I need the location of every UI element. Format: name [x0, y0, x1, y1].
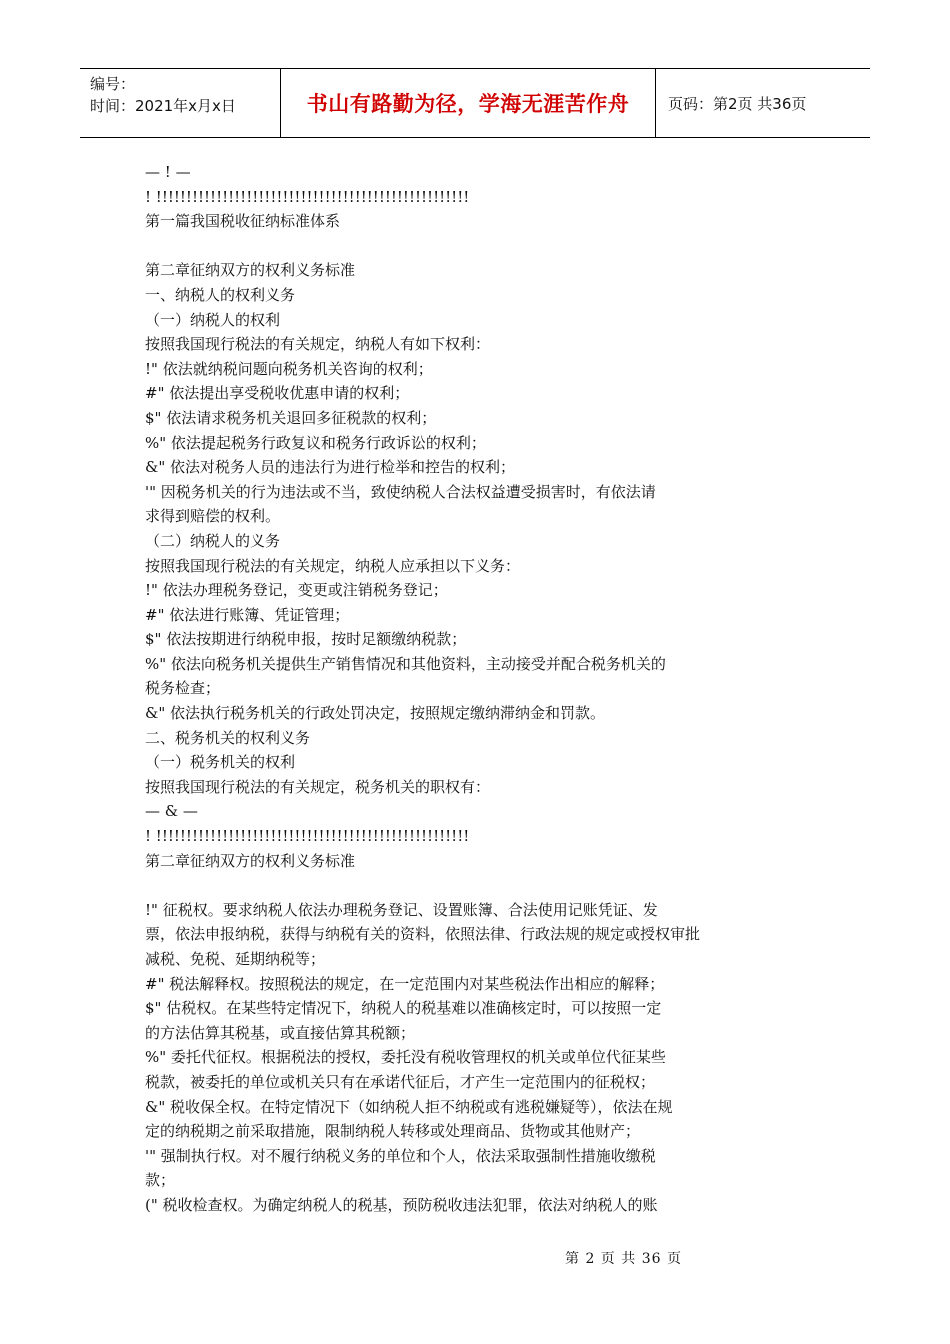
text-line: 定的纳税期之前采取措施，限制纳税人转移或处理商品、货物或其他财产；: [145, 1122, 641, 1141]
text-line: 税款，被委托的单位或机关只有在承诺代征后，才产生一定范围内的征税权；: [145, 1072, 656, 1091]
text-line: ! !!!!!!!!!!!!!!!!!!!!!!!!!!!!!!!!!!!!!!!!!!!!!!!!!!!!: [145, 187, 470, 206]
text-line: &" 依法对税务人员的违法行为进行检举和控告的权利；: [145, 458, 516, 477]
doc-number-label: 编号：: [90, 75, 136, 93]
text-line: 减税、免税、延期纳税等；: [145, 950, 326, 968]
date-text: 时间：2021年x月x日: [90, 97, 236, 115]
header-motto: 书山有路勤为径，学海无涯苦作舟: [306, 92, 630, 116]
text-line: （一）税务机关的权利: [145, 753, 296, 772]
text-line: 的方法估算其税基，或直接估算其税额；: [145, 1023, 416, 1042]
text-line: 按照我国现行税法的有关规定，纳税人有如下权利：: [145, 335, 491, 354]
page-header: [80, 68, 870, 138]
text-line: #" 税法解释权。按照税法的规定，在一定范围内对某些税法作出相应的解释；: [145, 974, 665, 993]
text-line: !" 征税权。要求纳税人依法办理税务登记、设置账簿、合法使用记账凭证、发: [145, 900, 658, 919]
text-line: #" 依法进行账簿、凭证管理；: [145, 605, 350, 624]
text-line: 款；: [145, 1171, 176, 1190]
text-line: %" 依法向税务机关提供生产销售情况和其他资料，主动接受并配合税务机关的: [145, 654, 666, 673]
text-line: 一、纳税人的权利义务: [145, 285, 296, 304]
text-line: &" 依法执行税务机关的行政处罚决定，按照规定缴纳滞纳金和罚款。: [145, 704, 606, 723]
text-line: 二、税务机关的权利义务: [145, 728, 311, 747]
text-line: $" 估税权。在某些特定情况下，纳税人的税基难以准确核定时，可以按照一定: [145, 999, 662, 1018]
text-line: 求得到赔偿的权利。: [145, 507, 281, 526]
text-line: 按照我国现行税法的有关规定，税务机关的职权有：: [145, 777, 491, 796]
text-line: 税务检查；: [145, 679, 221, 698]
text-line: &" 税收保全权。在特定情况下（如纳税人拒不纳税或有逃税嫌疑等），依法在规: [145, 1097, 673, 1116]
header-meta: [80, 69, 280, 137]
header-motto-cell: [280, 69, 656, 137]
text-line: '" 强制执行权。对不履行纳税义务的单位和个人，依法采取强制性措施收缴税: [145, 1146, 656, 1165]
text-line: !" 依法就纳税问题向税务机关咨询的权利；: [145, 359, 433, 378]
text-line: — & —: [145, 802, 198, 821]
text-line: [145, 873, 785, 898]
text-line: $" 依法请求税务机关退回多征税款的权利；: [145, 408, 437, 427]
text-line: （一）纳税人的权利: [145, 310, 281, 329]
text-line: (" 税收检查权。为确定纳税人的税基，预防税收违法犯罪，依法对纳税人的账: [145, 1195, 658, 1214]
text-line: 第二章征纳双方的权利义务标准: [145, 261, 356, 280]
text-line: 票，依法申报纳税，获得与纳税有关的资料，依照法律、行政法规的规定或授权审批: [145, 925, 701, 944]
text-line: 第二章征纳双方的权利义务标准: [145, 851, 356, 870]
text-line: — ! —: [145, 163, 191, 181]
text-line: ! !!!!!!!!!!!!!!!!!!!!!!!!!!!!!!!!!!!!!!!!!!!!!!!!!!!!: [145, 827, 470, 846]
text-line: $" 依法按期进行纳税申报，按时足额缴纳税款；: [145, 630, 467, 649]
text-line: %" 委托代征权。根据税法的授权，委托没有税收管理权的机关或单位代征某些: [145, 1048, 666, 1067]
text-line: [145, 234, 785, 259]
text-line: 第一篇我国税收征纳标准体系: [145, 212, 341, 231]
text-line: '" 因税务机关的行为违法或不当，致使纳税人合法权益遭受损害时，有依法请: [145, 482, 656, 501]
text-line: 按照我国现行税法的有关规定，纳税人应承担以下义务：: [145, 556, 521, 575]
text-line: !" 依法办理税务登记，变更或注销税务登记；: [145, 581, 448, 600]
page-footer: 第 2 页 共 36 页: [565, 1251, 682, 1267]
document-body: [145, 160, 785, 1218]
text-line: %" 依法提起税务行政复议和税务行政诉讼的权利；: [145, 433, 486, 452]
text-line: （二）纳税人的义务: [145, 531, 281, 550]
header-page-code: 页码：第2页 共36页: [668, 94, 807, 113]
text-line: #" 依法提出享受税收优惠申请的权利；: [145, 384, 410, 403]
